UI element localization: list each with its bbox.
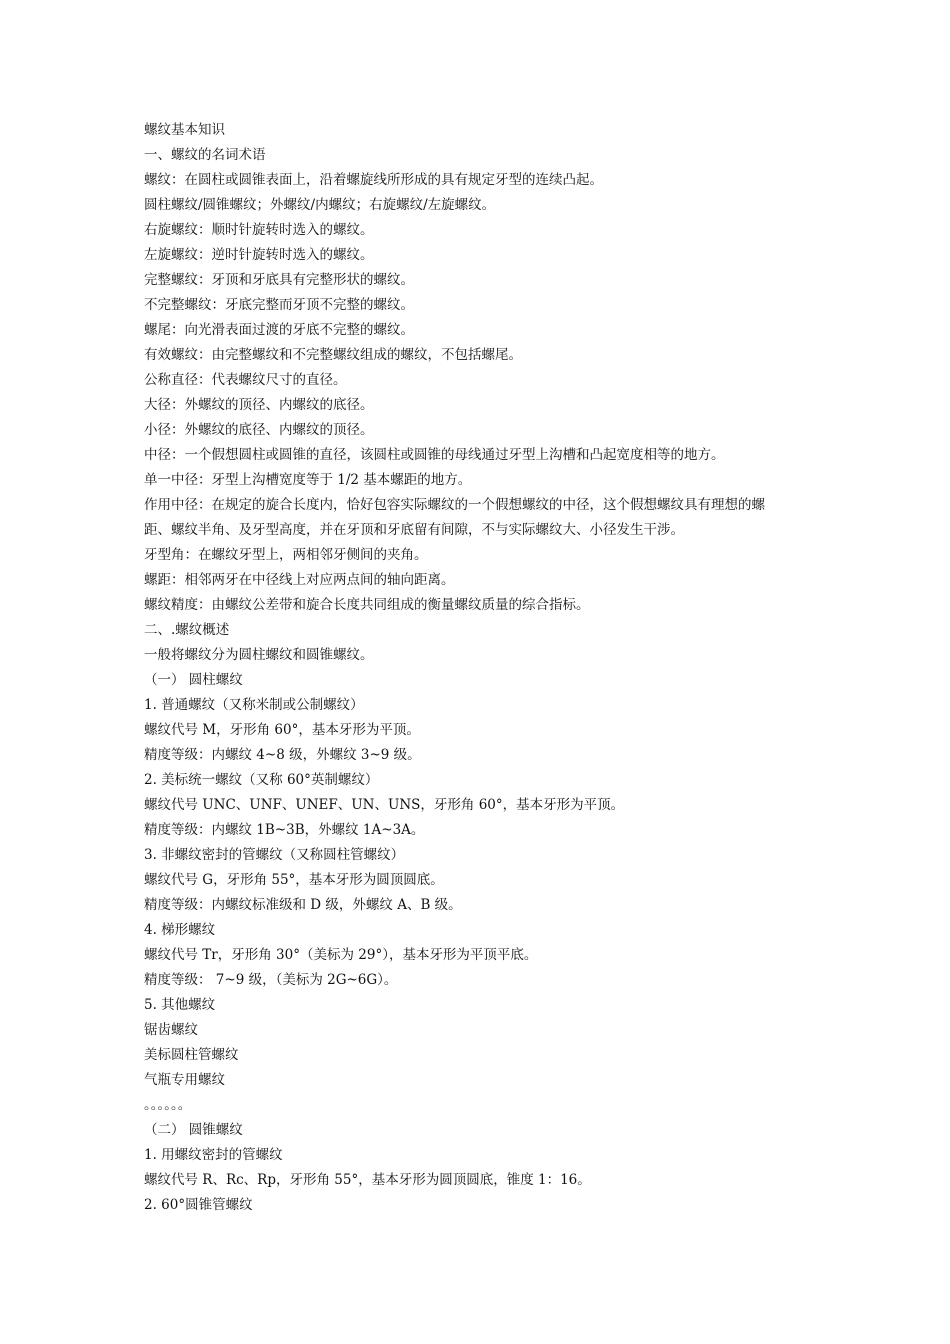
subsection-heading: （二） 圆锥螺纹 bbox=[144, 1122, 243, 1138]
text-line: 右旋螺纹：顺时针旋转时选入的螺纹。 bbox=[144, 222, 374, 238]
text-line: 一般将螺纹分为圆柱螺纹和圆锥螺纹。 bbox=[144, 647, 374, 663]
text-line: 螺纹代号 R、Rc、Rp，牙形角 55°，基本牙形为圆顶圆底，锥度 1：16。 bbox=[144, 1172, 591, 1188]
item-heading: 4. 梯形螺纹 bbox=[144, 922, 216, 938]
text-line: 单一中径：牙型上沟槽宽度等于 1/2 基本螺距的地方。 bbox=[144, 472, 472, 488]
item-heading: 2. 60°圆锥管螺纹 bbox=[144, 1197, 253, 1213]
text-line: 圆柱螺纹/圆锥螺纹；外螺纹/内螺纹；右旋螺纹/左旋螺纹。 bbox=[144, 197, 496, 213]
item-heading: 1. 用螺纹密封的管螺纹 bbox=[144, 1147, 283, 1163]
text-line: 螺纹代号 G，牙形角 55°，基本牙形为圆顶圆底。 bbox=[144, 872, 444, 888]
text-line: 螺纹：在圆柱或圆锥表面上，沿着螺旋线所形成的具有规定牙型的连续凸起。 bbox=[144, 172, 603, 188]
text-line: 精度等级：内螺纹 1B~3B，外螺纹 1A~3A。 bbox=[144, 822, 425, 838]
subsection-heading: （一） 圆柱螺纹 bbox=[144, 672, 243, 688]
text-line: 螺纹代号 Tr，牙形角 30°（美标为 29°），基本牙形为平顶平底。 bbox=[144, 947, 538, 963]
text-line: 锯齿螺纹 bbox=[144, 1022, 198, 1038]
item-heading: 5. 其他螺纹 bbox=[144, 997, 216, 1013]
text-line: 螺纹精度：由螺纹公差带和旋合长度共同组成的衡量螺纹质量的综合指标。 bbox=[144, 597, 590, 613]
text-line: 螺距：相邻两牙在中径线上对应两点间的轴向距离。 bbox=[144, 572, 455, 588]
text-line: 螺尾：向光滑表面过渡的牙底不完整的螺纹。 bbox=[144, 322, 414, 338]
text-line: 左旋螺纹：逆时针旋转时选入的螺纹。 bbox=[144, 247, 374, 263]
text-line: 精度等级：内螺纹 4~8 级，外螺纹 3~9 级。 bbox=[144, 747, 421, 763]
text-line: 精度等级：内螺纹标准级和 D 级，外螺纹 A、B 级。 bbox=[144, 897, 462, 913]
text-line: 小径：外螺纹的底径、内螺纹的顶径。 bbox=[144, 422, 374, 438]
item-heading: 3. 非螺纹密封的管螺纹（又称圆柱管螺纹） bbox=[144, 847, 405, 863]
ellipsis-line: 。。。。。。 bbox=[144, 1097, 192, 1113]
section-heading: 一、螺纹的名词术语 bbox=[144, 147, 266, 163]
text-line: 美标圆柱管螺纹 bbox=[144, 1047, 239, 1063]
text-line: 牙型角：在螺纹牙型上，两相邻牙侧间的夹角。 bbox=[144, 547, 428, 563]
text-line: 不完整螺纹：牙底完整而牙顶不完整的螺纹。 bbox=[144, 297, 414, 313]
item-heading: 1. 普通螺纹（又称米制或公制螺纹） bbox=[144, 697, 364, 713]
text-line: 完整螺纹：牙顶和牙底具有完整形状的螺纹。 bbox=[144, 272, 414, 288]
text-line: 精度等级： 7~9 级，（美标为 2G~6G）。 bbox=[144, 972, 398, 988]
section-heading: 二、.螺纹概述 bbox=[144, 622, 230, 638]
text-line: 中径：一个假想圆柱或圆锥的直径，该圆柱或圆锥的母线通过牙型上沟槽和凸起宽度相等的地方。 bbox=[144, 447, 725, 463]
item-heading: 2. 美标统一螺纹（又称 60°英制螺纹） bbox=[144, 772, 379, 788]
document-title: 螺纹基本知识 bbox=[144, 122, 225, 138]
text-line: 作用中径：在规定的旋合长度内，恰好包容实际螺纹的一个假想螺纹的中径，这个假想螺纹具有理想的螺 bbox=[144, 497, 765, 513]
text-line: 有效螺纹：由完整螺纹和不完整螺纹组成的螺纹，不包括螺尾。 bbox=[144, 347, 522, 363]
text-line: 螺纹代号 UNC、UNF、UNEF、UN、UNS，牙形角 60°，基本牙形为平顶。 bbox=[144, 797, 625, 813]
text-line: 大径：外螺纹的顶径、内螺纹的底径。 bbox=[144, 397, 374, 413]
text-line: 公称直径：代表螺纹尺寸的直径。 bbox=[144, 372, 347, 388]
text-line: 距、螺纹半角、及牙型高度，并在牙顶和牙底留有间隙，不与实际螺纹大、小径发生干涉。 bbox=[144, 522, 684, 538]
text-line: 气瓶专用螺纹 bbox=[144, 1072, 225, 1088]
document-body bbox=[144, 118, 816, 1218]
text-line: 螺纹代号 M，牙形角 60°，基本牙形为平顶。 bbox=[144, 722, 420, 738]
